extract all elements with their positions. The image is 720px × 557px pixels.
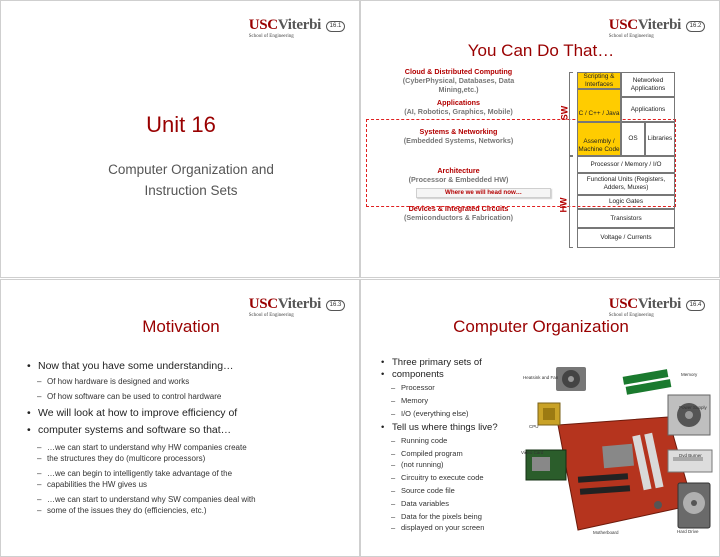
label-cpu: CPU	[529, 424, 539, 429]
slide-title	[0, 0, 360, 278]
slide-title: Motivation	[142, 317, 220, 336]
list-item-cont: • computer systems and software so that…	[27, 423, 347, 437]
unit-subtitle: Computer Organization and Instruction Sets	[108, 162, 274, 198]
heatsink-image	[556, 367, 586, 391]
list-item: – Source code file	[381, 485, 531, 496]
list-item: – Data variables	[381, 498, 531, 509]
list-item-cont: – displayed on your screen	[381, 522, 531, 533]
list-item: – Memory	[381, 395, 531, 406]
label-hard-drive: Hard Drive	[677, 529, 699, 534]
layer-cloud: Cloud & Distributed Computing (CyberPhysical, Databases, Data Mining,etc.)	[402, 67, 515, 94]
slide-number: 16.1	[326, 21, 345, 32]
slide-you-can-do-that	[360, 0, 720, 278]
usc-viterbi-logo: USCViterbi School of Engineering	[608, 17, 681, 39]
box-scripting: Scripting & Interfaces	[577, 72, 621, 89]
box-processor: Processor / Memory / I/O	[577, 156, 675, 173]
box-logic-gates: Logic Gates	[577, 195, 675, 209]
list-item: – Of how software can be used to control hardware	[27, 391, 347, 402]
power-supply-image	[668, 395, 710, 435]
slide-number: 16.4	[686, 300, 705, 311]
memory-image	[623, 369, 672, 395]
sw-label: SW	[559, 105, 570, 121]
list-item: – Circuitry to execute code	[381, 472, 531, 483]
label-motherboard: Motherboard	[593, 530, 619, 535]
list-item: – Processor	[381, 382, 531, 393]
list-item-cont: – capabilities the HW gives us	[27, 479, 347, 490]
org-bullets	[381, 357, 531, 533]
label-dvd-burner: Dvd Burner	[679, 453, 702, 458]
list-item-cont: – (not running)	[381, 459, 531, 470]
box-networked: Networked Applications	[621, 72, 675, 97]
box-os: OS	[621, 122, 645, 156]
label-heatsink: Heatsink and Fan	[523, 375, 559, 380]
list-item: • Now that you have some understanding…	[27, 359, 347, 373]
list-item: – Data for the pixels being	[381, 511, 531, 522]
usc-viterbi-logo: USCViterbi School of Engineering	[248, 296, 321, 318]
list-item: – …we can begin to intelligently take advantage of the	[27, 468, 347, 479]
list-item: • Three primary sets of	[381, 357, 531, 369]
list-item-cont: – the structures they do (multicore processors)	[27, 453, 347, 464]
usc-viterbi-logo: USCViterbi School of Engineering	[608, 296, 681, 318]
label-video-card: Video Card	[521, 450, 544, 455]
layer-applications: Applications (AI, Robotics, Graphics, Mobile)	[404, 98, 513, 116]
layer-architecture: Architecture (Processor & Embedded HW)	[408, 166, 509, 184]
sw-bracket	[569, 72, 573, 156]
list-item: – …we can start to understand why SW companies deal with	[27, 494, 347, 505]
label-power-supply: Power Supply	[679, 405, 707, 410]
box-assembly: Assembly / Machine Code	[577, 122, 621, 156]
box-c-java: C / C++ / Java	[577, 89, 621, 122]
hw-bracket	[569, 156, 573, 248]
label-memory: Memory	[681, 372, 698, 377]
slide-number: 16.3	[326, 300, 345, 311]
unit-title: Unit 16	[146, 112, 216, 137]
slide-title: You Can Do That…	[467, 41, 615, 60]
list-item: – …we can start to understand why HW companies create	[27, 442, 347, 453]
layer-devices: Devices & Integrated Circuits (Semiconductors & Fabrication)	[403, 204, 514, 222]
box-voltage: Voltage / Currents	[577, 228, 675, 248]
cpu-image	[538, 403, 560, 425]
list-item: • We will look at how to improve efficiency of	[27, 406, 347, 420]
layer-systems: Systems & Networking (Embedded Systems, Networks)	[403, 127, 514, 145]
list-item: – I/O (everything else)	[381, 408, 531, 419]
slide-number: 16.2	[686, 21, 705, 32]
head-now-callout: Where we will head now…	[416, 188, 551, 198]
hw-label: HW	[558, 197, 569, 213]
list-item: • Tell us where things live?	[381, 422, 531, 434]
list-item: – Of how hardware is designed and works	[27, 376, 347, 387]
box-applications: Applications	[621, 97, 675, 122]
box-libraries: Libraries	[645, 122, 675, 156]
list-item-cont: • components	[381, 369, 531, 381]
slide-motivation	[0, 279, 360, 557]
slide-title: Computer Organization	[453, 317, 629, 336]
list-item: – Running code	[381, 435, 531, 446]
usc-viterbi-logo: USCViterbi School of Engineering	[248, 17, 321, 39]
slide-computer-organization	[360, 279, 720, 557]
motivation-bullets	[27, 359, 347, 516]
list-item-cont: – some of the issues they do (efficiencies, etc.)	[27, 505, 347, 516]
box-functional: Functional Units (Registers, Adders, Muxes)	[577, 173, 675, 195]
box-transistors: Transistors	[577, 209, 675, 228]
hard-drive-image	[678, 483, 710, 528]
list-item: – Compiled program	[381, 448, 531, 459]
